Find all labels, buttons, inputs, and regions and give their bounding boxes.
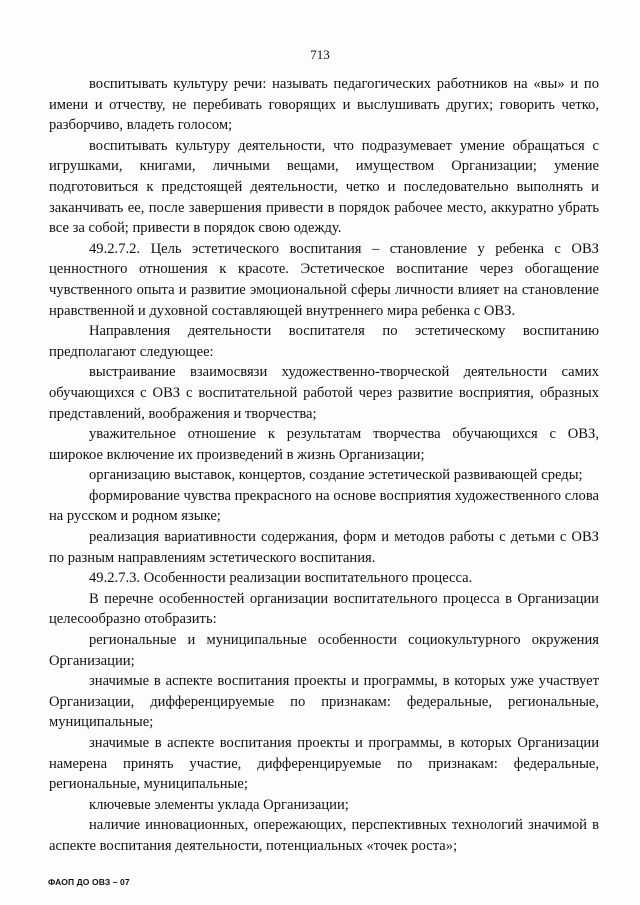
- list-item: ключевые элементы уклада Организации;: [89, 796, 349, 813]
- list-item: организацию выставок, концертов, создание эстетической развивающей среды;: [89, 467, 583, 484]
- list-item: значимые в аспекте воспитания проекты и программы, в которых Организации намерена принять участие, дифференцируемые по признакам: федеральные, региональные, муниципальные;: [49, 735, 599, 793]
- paragraph-features-intro: В перечне особенностей организации воспитательного процесса в Организации целесообразно отобразить:: [49, 590, 599, 628]
- list-item: региональные и муниципальные особенности социокультурного окружения Организации;: [49, 632, 599, 669]
- paragraph-directions-intro: Направления деятельности воспитателя по эстетическому воспитанию предполагают следующее:: [49, 323, 599, 360]
- section-heading: 49.2.7.3. Особенности реализации воспитательного процесса.: [89, 570, 473, 587]
- paragraph-aesthetic-goal: 49.2.7.2. Цель эстетического воспитания – становление у ребенка с ОВЗ ценностного отношения к красоте. Эстетическое воспитание через обогащение чувственного опыта и развитие эмоциональной сферы личности влияет на становление нравственной и духовной составляющей внутреннего мира ребенка с ОВЗ.: [49, 240, 599, 319]
- footer-label: ФАОП ДО ОВЗ – 07: [48, 877, 130, 887]
- list-item: формирование чувства прекрасного на основе восприятия художественного слова на русском и родном языке;: [49, 487, 599, 525]
- list-item: наличие инновационных, опережающих, перспективных технологий значимой в аспекте воспитания деятельности, потенциальных «точек роста»;: [49, 817, 599, 854]
- page-number: 713: [310, 47, 330, 62]
- list-item: выстраивание взаимосвязи художественно-творческой деятельности самих обучающихся с ОВЗ с воспитательной работой через развитие восприятия, образных представлений, воображения и творчества;: [49, 364, 599, 422]
- list-item: значимые в аспекте воспитания проекты и программы, в которых уже участвует Организации, дифференцируемые по признакам: федеральные, региональные, муниципальные;: [49, 673, 599, 731]
- list-item: реализация вариативности содержания, форм и методов работы с детьми с ОВЗ по разным направлениям эстетического воспитания.: [49, 529, 599, 566]
- body-text: [49, 74, 599, 857]
- list-item: уважительное отношение к результатам творчества обучающихся с ОВЗ, широкое включение их произведений в жизнь Организации;: [49, 426, 599, 463]
- paragraph-speech-culture: воспитывать культуру речи: называть педагогических работников на «вы» и по имени и отчеству, не перебивать говорящих и выслушивать других; говорить четко, разборчиво, владеть голосом;: [49, 76, 599, 134]
- paragraph-activity-culture: воспитывать культуру деятельности, что подразумевает умение обращаться с игрушками, книгами, личными вещами, имуществом Организации; умение подготовиться к предстоящей деятельности, четко и последовательно выполнять и заканчивать ее, после завершения привести в порядок рабочее место, аккуратно убрать все за собой; привести в порядок свою одежду.: [49, 137, 599, 237]
